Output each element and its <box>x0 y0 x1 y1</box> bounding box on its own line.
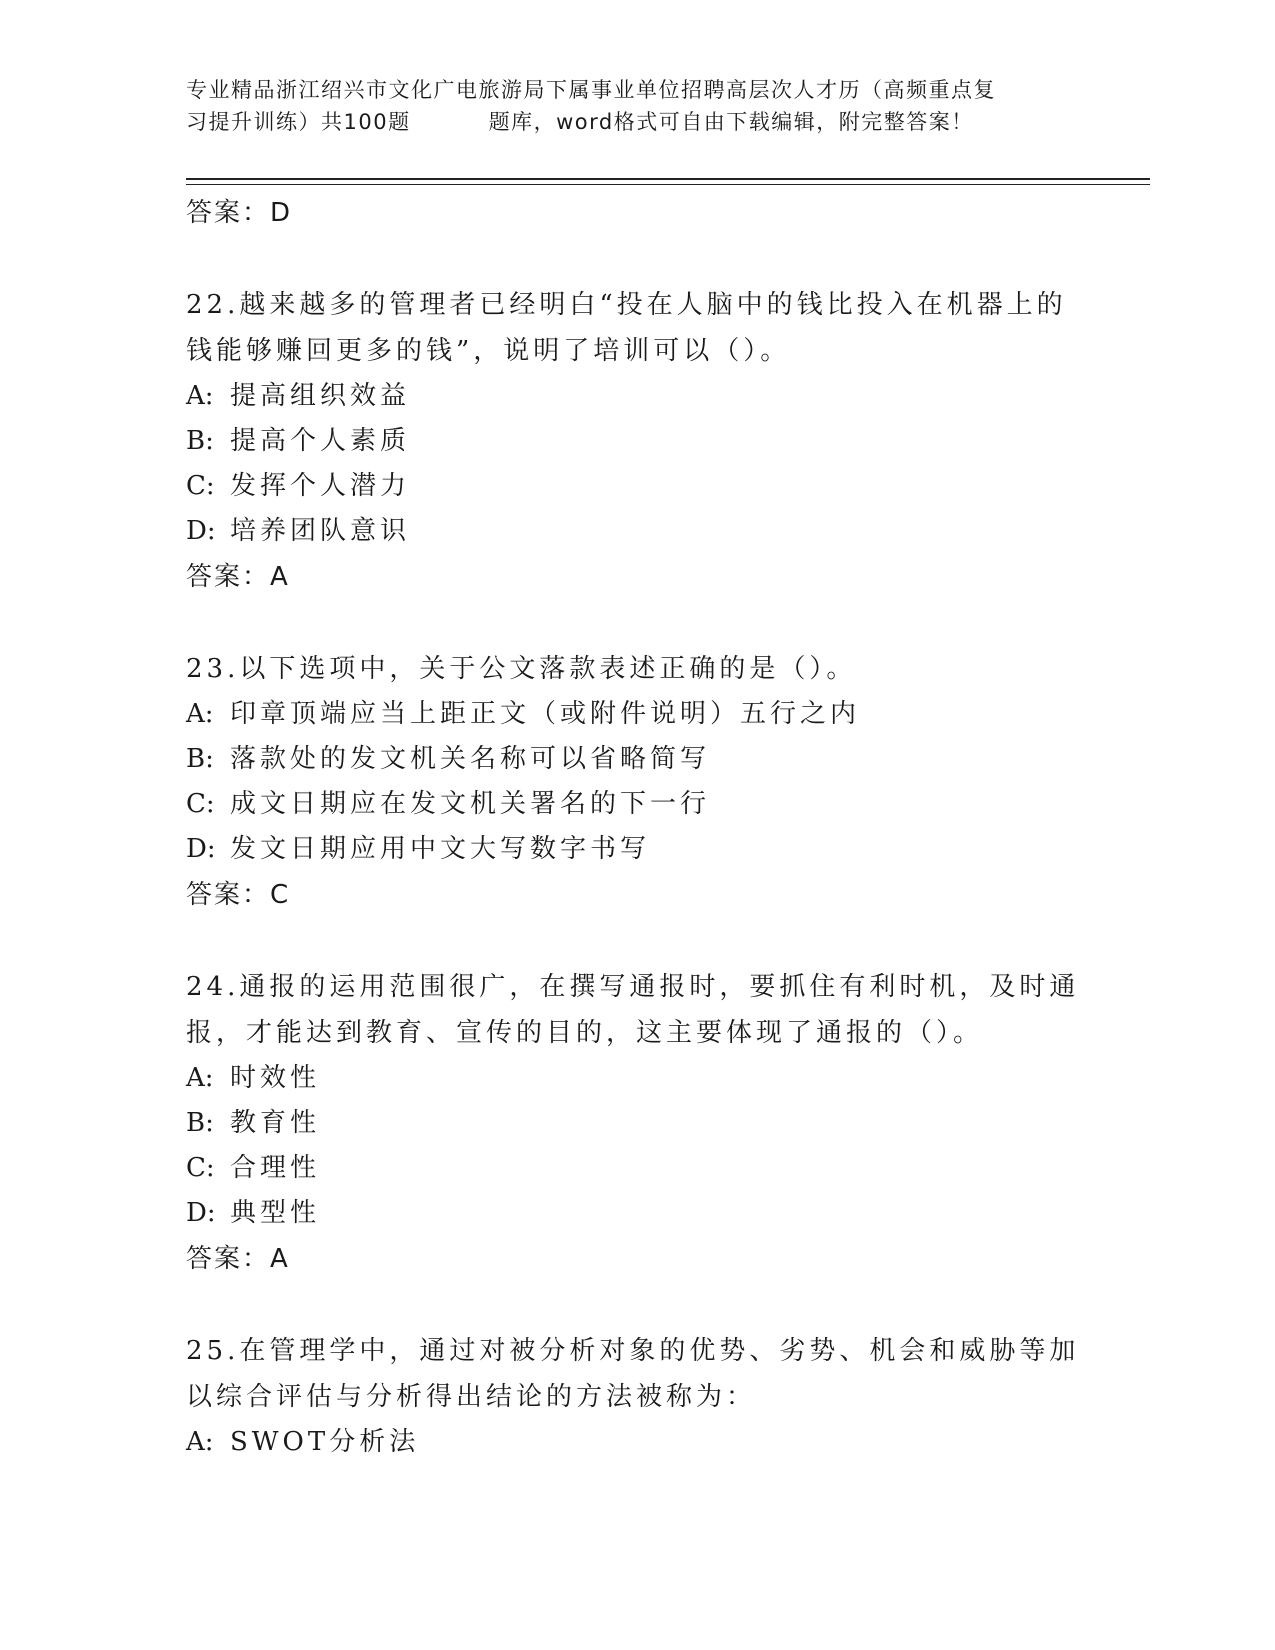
header-line-2 <box>186 106 1086 138</box>
option-key: D: <box>186 516 216 546</box>
answer: 答案：A <box>186 562 290 592</box>
option-text: 时效性 <box>230 1063 321 1093</box>
option-c <box>186 782 1086 827</box>
option-key: D: <box>186 834 216 864</box>
question-24 <box>186 964 1086 1282</box>
option-c <box>186 464 1086 509</box>
option-d <box>186 827 1086 872</box>
option-key: B: <box>186 1108 214 1138</box>
option-key: C: <box>186 1153 215 1183</box>
question-text: 25.在管理学中，通过对被分析对象的优势、劣势、机会和威胁等加以综合评估与分析得出结论的方法被称为： <box>186 1336 1080 1412</box>
answer: 答案：A <box>186 1244 290 1274</box>
question-23 <box>186 646 1086 918</box>
option-a <box>186 1056 1086 1101</box>
option-key: A: <box>186 381 214 411</box>
option-key: A: <box>186 699 214 729</box>
option-key: B: <box>186 744 214 774</box>
option-b <box>186 1101 1086 1146</box>
question-text: 23.以下选项中，关于公文落款表述正确的是（）。 <box>186 654 857 684</box>
option-text: 落款处的发文机关名称可以省略简写 <box>230 744 711 774</box>
option-key: C: <box>186 789 215 819</box>
option-key: D: <box>186 1198 216 1228</box>
option-text: 发挥个人潜力 <box>230 471 411 501</box>
question-22 <box>186 282 1086 600</box>
header-rule-thick <box>186 178 1150 180</box>
header-rule-thin <box>186 184 1150 185</box>
option-text: 印章顶端应当上距正文（或附件说明）五行之内 <box>230 699 861 729</box>
header-line-1: 专业精品浙江绍兴市文化广电旅游局下属事业单位招聘高层次人才历（高频重点复 <box>186 78 996 102</box>
option-a <box>186 692 1086 737</box>
option-text: 培养团队意识 <box>230 516 411 546</box>
option-key: A: <box>186 1427 214 1457</box>
option-key: A: <box>186 1063 214 1093</box>
option-a <box>186 374 1086 419</box>
option-text: 提高组织效益 <box>230 381 411 411</box>
option-key: C: <box>186 471 215 501</box>
option-key: B: <box>186 426 214 456</box>
question-text: 24.通报的运用范围很广，在撰写通报时，要抓住有利时机，及时通报，才能达到教育、宣传的目的，这主要体现了通报的（）。 <box>186 972 1080 1048</box>
option-text: 合理性 <box>230 1153 321 1183</box>
option-d <box>186 1191 1086 1236</box>
question-text: 22.越来越多的管理者已经明白“投在人脑中的钱比投入在机器上的钱能够赚回更多的钱”，说明了培训可以（）。 <box>186 290 1067 366</box>
option-text: 典型性 <box>230 1198 321 1228</box>
option-b <box>186 419 1086 464</box>
answer: 答案：C <box>186 880 291 910</box>
option-text: 教育性 <box>230 1108 321 1138</box>
option-text: SWOT分析法 <box>230 1427 420 1457</box>
option-a <box>186 1420 1086 1465</box>
option-b <box>186 737 1086 782</box>
document-body <box>186 190 1086 1465</box>
header-line-2b: 题库，word格式可自由下载编辑，附完整答案！ <box>488 110 974 134</box>
header-line-2a: 习提升训练）共100题 <box>186 110 411 134</box>
option-c <box>186 1146 1086 1191</box>
option-text: 成文日期应在发文机关署名的下一行 <box>230 789 711 819</box>
option-text: 提高个人素质 <box>230 426 411 456</box>
answer-21: 答案：D <box>186 198 293 228</box>
question-25 <box>186 1328 1086 1465</box>
option-text: 发文日期应用中文大写数字书写 <box>230 834 651 864</box>
option-d <box>186 509 1086 554</box>
page-header <box>186 74 1086 138</box>
